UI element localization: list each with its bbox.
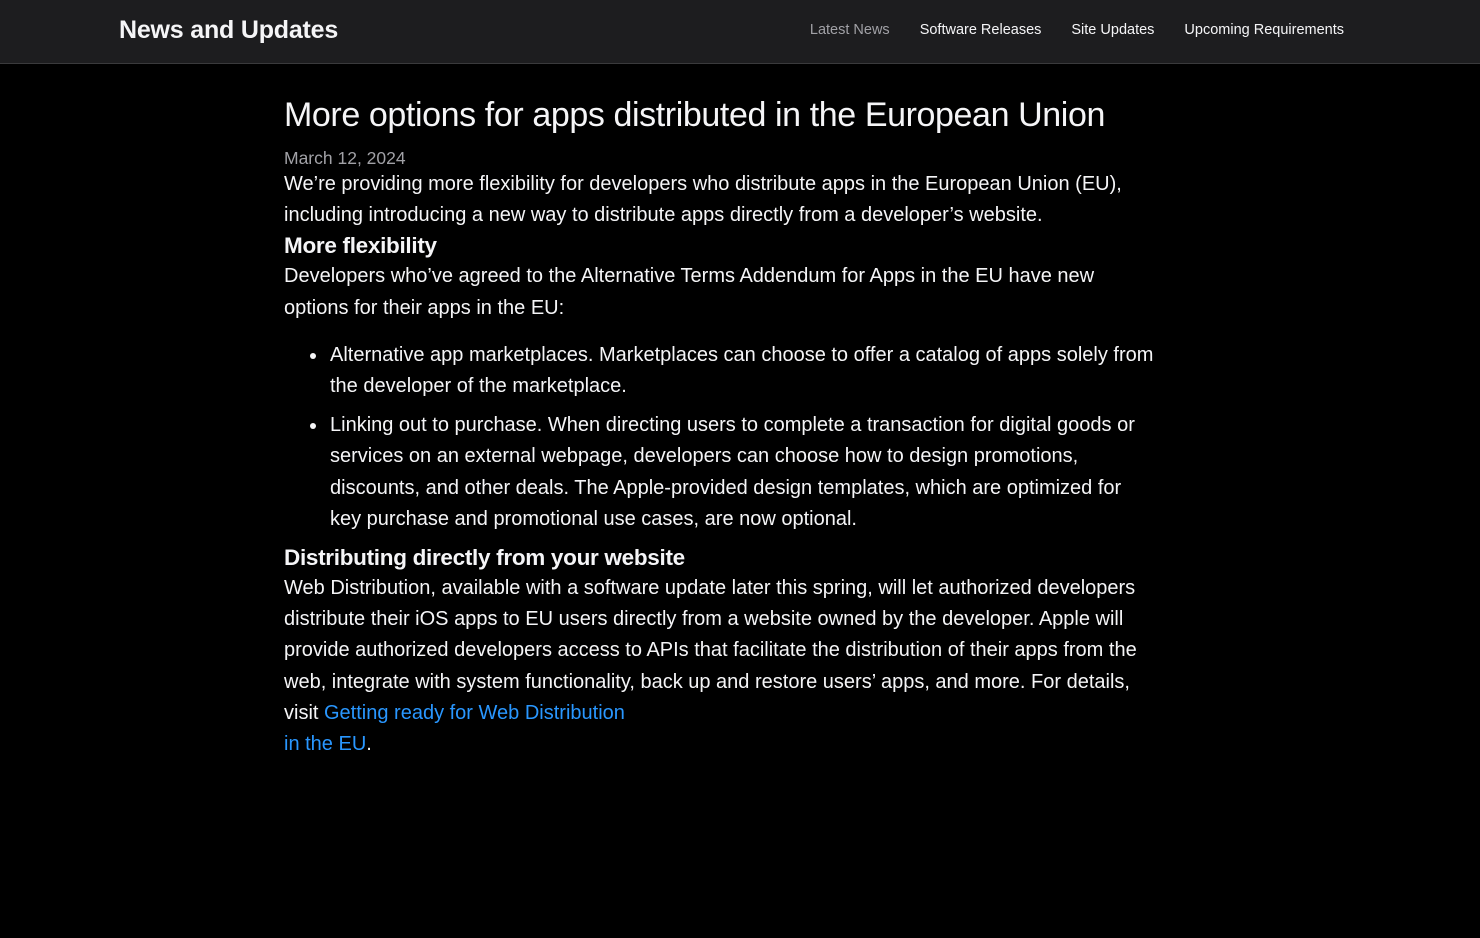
web-distribution-text: Web Distribution, available with a software update later this spring, will let authorized developers distribute their iOS apps to EU users directly from a website owned by the developer. Apple will provide authorized developers access to APIs that facilitate the distribution of their apps from the web, integrate with system functionality, back up and restore users’ apps, and more. For details, visit bbox=[284, 577, 1137, 724]
section-paragraph-more-flexibility: Developers who’ve agreed to the Alternative Terms Addendum for Apps in the EU have new options for their apps in the EU: bbox=[284, 265, 1095, 319]
section-heading-more-flexibility: More flexibility bbox=[284, 233, 437, 259]
paragraph-end-period: . bbox=[366, 733, 372, 756]
article-title: More options for apps distributed in the European Union bbox=[284, 96, 1105, 134]
options-list bbox=[284, 340, 1154, 535]
section-heading-web-distribution: Distributing directly from your website bbox=[284, 545, 685, 571]
web-distribution-link[interactable] bbox=[284, 702, 625, 755]
list-item-alternative-marketplaces: Alternative app marketplaces. Marketplaces can choose to offer a catalog of apps solely from the developer of the marketplace. bbox=[330, 340, 1154, 402]
article bbox=[284, 93, 1154, 760]
section-paragraph-web-distribution bbox=[284, 573, 1154, 760]
nav-link-software-releases[interactable]: Software Releases bbox=[919, 22, 1042, 38]
nav-links bbox=[810, 22, 1344, 38]
nav-link-site-updates[interactable]: Site Updates bbox=[1071, 22, 1155, 38]
nav-link-upcoming-requirements[interactable]: Upcoming Requirements bbox=[1184, 22, 1344, 38]
article-date: March 12, 2024 bbox=[284, 148, 406, 168]
top-navigation-bar bbox=[0, 0, 1480, 64]
nav-link-latest-news[interactable]: Latest News bbox=[809, 22, 890, 38]
site-title[interactable]: News and Updates bbox=[119, 16, 339, 44]
intro-paragraph: We’re providing more flexibility for developers who distribute apps in the European Union (EU), including introducing a new way to distribute apps directly from a developer’s website. bbox=[284, 173, 1122, 227]
web-distribution-link-line1: Getting ready for Web Distribution bbox=[324, 701, 625, 724]
list-item-linking-out: Linking out to purchase. When directing users to complete a transaction for digital goods or services on an external webpage, developers can choose how to design promotions, discounts, and other deals. The Apple-provided design templates, which are optimized for key purchase and promotional use cases, are now optional. bbox=[330, 410, 1154, 535]
web-distribution-link-line2: in the EU bbox=[284, 733, 367, 756]
